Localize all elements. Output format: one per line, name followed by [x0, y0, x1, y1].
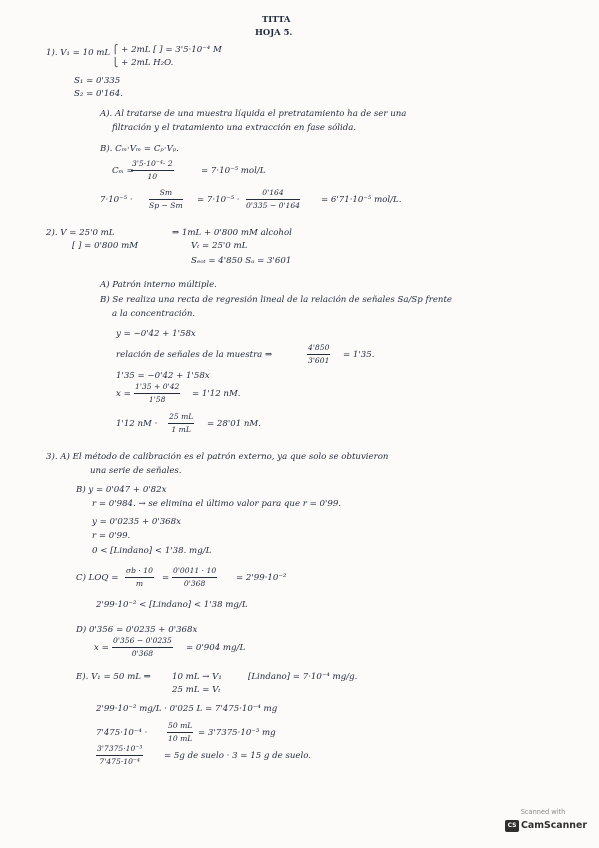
q2-b-line1: B) Se realiza una recta de regresión lineal de la relación de señales Sa/Sp frente — [100, 295, 452, 305]
sheet-title: HOJA 5. — [255, 27, 293, 37]
q2-solve-result: = 1'12 nM. — [192, 389, 241, 399]
q2-total-volume: Vₜ = 25'0 mL — [191, 241, 248, 251]
fraction-denominator: 1 mL — [171, 425, 191, 434]
fraction-numerator: 0'356 − 0'0235 — [112, 636, 173, 648]
q1-additions-2: ⎩ + 2mL H₂O. — [112, 58, 174, 68]
fraction-numerator: 0'164 — [246, 188, 300, 200]
q1-b-cm-lhs: Cₘ = — [112, 166, 134, 176]
q1-s1: S₁ = 0'335 — [74, 76, 121, 86]
q3-c-equals: = — [162, 573, 170, 583]
q3-e-dilution: 10 mL → V₁ — [172, 672, 222, 682]
q1-a-line1: A). Al tratarse de una muestra líquida el pretratamiento ha de ser una — [100, 109, 407, 119]
q3-d-eq: D) 0'356 = 0'0235 + 0'368x — [76, 625, 198, 635]
fraction-denominator: 10 — [147, 172, 158, 181]
fraction-denominator: Sp − Sm — [149, 201, 183, 210]
fraction-denominator: 10 mL — [168, 734, 193, 743]
q2-volume: 2). V = 25'0 mL — [46, 228, 115, 238]
fraction-numerator: 1'35 + 0'42 — [134, 382, 180, 394]
q1-a-line2: filtración y el tratamiento una extracción en fase sólida. — [112, 123, 357, 133]
camscanner-logo-icon: CS — [505, 820, 519, 832]
q3-c-lhs: C) LOQ = — [76, 573, 119, 583]
subject-title: TITTA — [262, 14, 291, 24]
q1-b-calc-fraction-2 — [246, 188, 300, 211]
q3-b-range: 0 < [Lindano] < 1'38. mg/L — [92, 546, 212, 556]
q1-b-formula: B). Cₘ·Vₘ = Cₚ·Vₚ. — [100, 144, 179, 154]
q2-a: A) Patrón interno múltiple. — [100, 280, 217, 290]
q1-b-calc-fraction-1 — [149, 188, 183, 211]
fraction-numerator: 25 mL — [168, 412, 194, 424]
camscanner-brand: CamScanner — [521, 820, 587, 831]
scanned-with-label: Scanned with — [520, 808, 566, 816]
q3-e-soil-result: = 5g de suelo · 3 = 15 g de suelo. — [164, 751, 311, 761]
q2-signals: Sₑₒₜ = 4'850 Sₐ = 3'601 — [191, 256, 292, 266]
q3-a-line1: 3). A) El método de calibración es el patrón externo, ya que solo se obtuvieron — [46, 452, 389, 462]
q1-b-cm-fraction — [131, 159, 174, 182]
q1-b-calc-mid: = 7·10⁻⁵ · — [197, 195, 240, 205]
q2-ratio-result: = 1'35. — [343, 350, 375, 360]
q3-b-r1: r = 0'984. → se elimina el último valor para que r = 0'99. — [92, 499, 342, 509]
q3-e-scale-lhs: 7'475·10⁻⁴ · — [96, 728, 148, 738]
q2-solve-fraction — [134, 382, 180, 405]
q3-a-line2: una serie de señales. — [90, 466, 182, 476]
fraction-denominator: 3'601 — [308, 356, 330, 365]
q3-b-r2: r = 0'99. — [92, 531, 131, 541]
q3-c-range: 2'99·10⁻² < [Lindano] < 1'38 mg/L — [96, 600, 248, 610]
q3-e-soil-fraction — [96, 744, 143, 767]
q3-c-fraction-2 — [172, 566, 217, 589]
fraction-denominator: 0'335 − 0'164 — [246, 201, 301, 210]
q3-d-fraction — [112, 636, 173, 659]
q2-solve-1: 1'35 = −0'42 + 1'58x — [116, 371, 210, 381]
q3-e-scale-result: = 3'7375·10⁻³ mg — [198, 728, 276, 738]
fraction-numerator: σb · 10 — [125, 566, 154, 578]
q2-concentration: [ ] = 0'800 mM — [72, 241, 139, 251]
fraction-denominator: 1'58 — [148, 395, 166, 404]
q3-d-result: = 0'904 mg/L — [186, 643, 246, 653]
fraction-numerator: 3'5·10⁻⁴· 2 — [131, 159, 174, 171]
q1-s2: S₂ = 0'164. — [74, 89, 123, 99]
q3-d-lhs: x = — [94, 643, 109, 653]
q2-regression: y = −0'42 + 1'58x — [116, 329, 196, 339]
q1-b-calc-lhs: 7·10⁻⁵ · — [100, 195, 133, 205]
q1-b-cm-result: = 7·10⁻⁵ mol/L — [201, 166, 266, 176]
q2-solve-lhs: x = — [116, 389, 131, 399]
q3-c-result: = 2'99·10⁻² — [236, 573, 287, 583]
q3-e-lindano: [Lindano] = 7·10⁻⁴ mg/g. — [248, 672, 358, 682]
q1-volume: 1). V₁ = 10 mL — [46, 48, 111, 58]
q1-b-calc-result: = 6'71·10⁻⁵ mol/L. — [321, 195, 402, 205]
q3-e-mass: 2'99·10⁻² mg/L · 0'025 L = 7'475·10⁻⁴ mg — [96, 704, 278, 714]
q2-ratio-fraction — [307, 343, 330, 366]
fraction-denominator: 0'368 — [131, 649, 154, 658]
q3-e-volume: E). V₁ = 50 mL ⇒ — [76, 672, 151, 682]
q3-b-eq1: B) y = 0'047 + 0'82x — [76, 485, 167, 495]
q3-e-total-volume: 25 mL = Vₜ — [172, 685, 221, 695]
fraction-numerator: 4'850 — [307, 343, 330, 355]
fraction-numerator: 3'7375·10⁻³ — [96, 744, 143, 756]
fraction-denominator: 7'475·10⁻⁴ — [99, 757, 140, 766]
q2-conc-fraction — [168, 412, 194, 435]
fraction-denominator: 0'368 — [183, 579, 206, 588]
fraction-numerator: 50 mL — [167, 721, 193, 733]
fraction-numerator: 0'0011 · 10 — [172, 566, 217, 578]
q2-conc-lhs: 1'12 nM · — [116, 419, 158, 429]
q2-conc-result: = 28'01 nM. — [207, 419, 261, 429]
fraction-denominator: m — [135, 579, 144, 588]
q3-b-eq2: y = 0'0235 + 0'368x — [92, 517, 181, 527]
camscanner-watermark — [503, 808, 587, 840]
q3-e-scale-fraction — [167, 721, 193, 744]
q2-ratio-label: relación de señales de la muestra ⇒ — [116, 350, 273, 360]
q3-c-fraction-1 — [125, 566, 154, 589]
q2-addition: ⇒ 1mL + 0'800 mM alcohol — [172, 228, 292, 238]
fraction-numerator: Sm — [149, 188, 183, 200]
q2-b-line2: a la concentración. — [112, 309, 196, 319]
q1-additions-1: ⎧ + 2mL [ ] = 3'5·10⁻⁴ M — [112, 45, 222, 55]
